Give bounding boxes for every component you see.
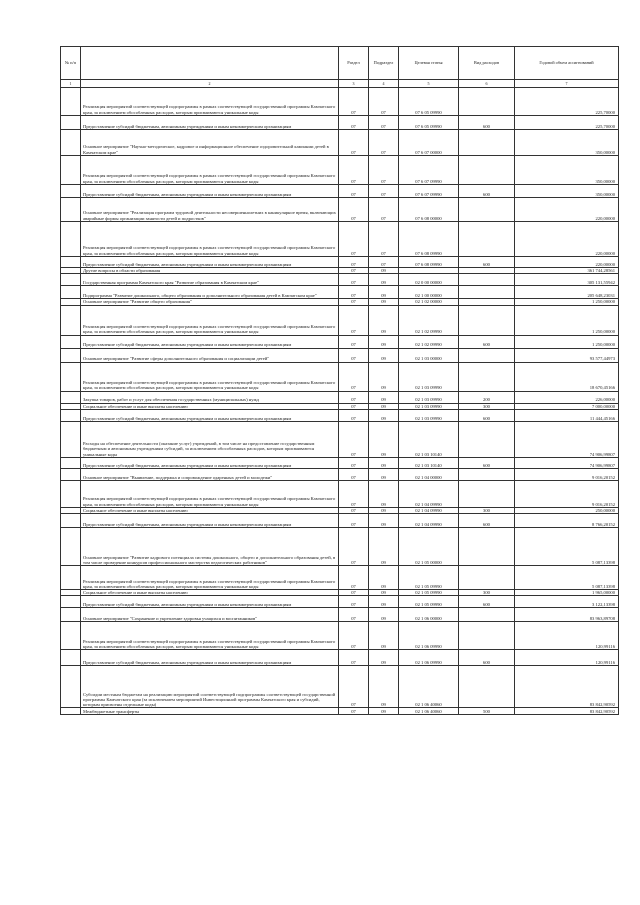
row-subsection: 09 <box>369 608 399 622</box>
row-name: Основное мероприятие "Реализация программ трудовой деятельности несовершеннолетних в каникулярное время, включающих аварийные формы организации занятости детей и подростков" <box>81 198 339 222</box>
row-subsection: 09 <box>369 528 399 566</box>
row-article: 02 1 04 09990 <box>399 507 459 513</box>
row-article: 02 1 04 09990 <box>399 514 459 528</box>
row-total: 7 000,00000 <box>515 403 619 409</box>
table-row <box>61 348 619 362</box>
row-article: 02 1 03 09990 <box>399 362 459 391</box>
row-section: 07 <box>339 391 369 403</box>
table-row <box>61 514 619 528</box>
table-row <box>61 362 619 391</box>
row-section: 07 <box>339 299 369 305</box>
row-expense-type <box>459 528 515 566</box>
row-section: 07 <box>339 116 369 130</box>
row-section: 07 <box>339 274 369 286</box>
row-total: 93 577,44973 <box>515 348 619 362</box>
row-name: Реализация мероприятий соответствующей подпрограммы в рамках соответствующей государственной программы Камчатского края, за исключением обособленных расходов, которым присваиваются уникальные коды <box>81 305 339 335</box>
table-row <box>61 88 619 116</box>
row-name: Реализация мероприятий соответствующей подпрограммы в рамках соответствующей государственной программы Камчатского края, за исключением обособленных расходов, которым присваиваются уникальные коды <box>81 222 339 257</box>
row-subsection: 09 <box>369 421 399 457</box>
row-total: 250,00000 <box>515 507 619 513</box>
row-total: 350,00000 <box>515 156 619 185</box>
row-name: Субсидии местным бюджетам на реализацию мероприятий соответствующей подпрограммы соответствующей государственной программы Камчатского края (за исключением мероприятий Инвестиционной программы Камчатского края и субсидий, которым присвоены отдельные коды) <box>81 666 339 708</box>
column-number: 1 <box>61 80 81 88</box>
row-number <box>61 274 81 286</box>
row-subsection: 09 <box>369 480 399 507</box>
row-number <box>61 622 81 650</box>
row-total: 350,00000 <box>515 130 619 156</box>
row-section: 07 <box>339 286 369 299</box>
row-name: Межбюджетные трансферты <box>81 708 339 715</box>
row-number <box>61 528 81 566</box>
row-section: 07 <box>339 305 369 335</box>
row-subsection: 07 <box>369 88 399 116</box>
row-article: 02 1 00 00000 <box>399 286 459 299</box>
row-expense-type <box>459 274 515 286</box>
row-expense-type: 600 <box>459 257 515 268</box>
table-body <box>61 88 619 715</box>
header-name <box>81 47 339 80</box>
row-section: 07 <box>339 507 369 513</box>
row-subsection: 09 <box>369 457 399 468</box>
row-section: 07 <box>339 666 369 708</box>
row-number <box>61 666 81 708</box>
row-article: 02 1 02 09990 <box>399 335 459 348</box>
row-subsection: 07 <box>369 116 399 130</box>
row-expense-type: 300 <box>459 403 515 409</box>
row-name: Основное мероприятие "Сохранение и укрепление здоровья учащихся и воспитанников" <box>81 608 339 622</box>
table-row <box>61 650 619 666</box>
row-section: 07 <box>339 708 369 715</box>
table-row <box>61 409 619 421</box>
row-total: 220,00000 <box>515 257 619 268</box>
row-number <box>61 348 81 362</box>
header-article: Целевая статья <box>399 47 459 80</box>
row-article: 02 1 06 09990 <box>399 622 459 650</box>
row-article: 02 1 03 00000 <box>399 348 459 362</box>
header-section: Раздел <box>339 47 369 80</box>
row-article: 07 6 07 09990 <box>399 156 459 185</box>
row-subsection: 07 <box>369 198 399 222</box>
row-article: 07 6 05 09990 <box>399 116 459 130</box>
row-section: 07 <box>339 528 369 566</box>
row-subsection: 09 <box>369 409 399 421</box>
table-row <box>61 391 619 403</box>
table-row <box>61 222 619 257</box>
table-row <box>61 596 619 608</box>
row-number <box>61 156 81 185</box>
row-article: 02 1 05 09990 <box>399 596 459 608</box>
row-section: 07 <box>339 566 369 590</box>
row-section: 07 <box>339 403 369 409</box>
row-number <box>61 185 81 198</box>
row-name: Предоставление субсидий бюджетным, автономным учреждениям и иным некоммерческим организациям <box>81 650 339 666</box>
row-total: 8 766,20152 <box>515 514 619 528</box>
row-total: 1 965,00000 <box>515 590 619 596</box>
header-expense-type: Вид расходов <box>459 47 515 80</box>
row-article: 02 1 04 00000 <box>399 468 459 480</box>
row-section: 07 <box>339 608 369 622</box>
row-expense-type <box>459 348 515 362</box>
row-total: 1 250,00000 <box>515 299 619 305</box>
row-subsection: 09 <box>369 590 399 596</box>
row-article: 02 1 02 00000 <box>399 299 459 305</box>
row-section: 07 <box>339 468 369 480</box>
table-row <box>61 116 619 130</box>
row-article: 02 1 06 40060 <box>399 666 459 708</box>
row-name: Подпрограмма "Развитие дошкольного, общего образования и дополнительного образования детей в Камчатском крае" <box>81 286 339 299</box>
row-total: 305 131,55942 <box>515 274 619 286</box>
row-total: 1 250,00000 <box>515 305 619 335</box>
row-article: 07 6 08 00000 <box>399 198 459 222</box>
table-row <box>61 421 619 457</box>
row-name: Основное мероприятие "Выявление, поддержка и сопровождение одаренных детей и молодежи" <box>81 468 339 480</box>
row-section: 07 <box>339 514 369 528</box>
table-row <box>61 480 619 507</box>
row-total: 83 963,89708 <box>515 608 619 622</box>
row-name: Реализация мероприятий соответствующей подпрограммы в рамках соответствующей государственной программы Камчатского края, за исключением обособленных расходов, которым присваиваются уникальные коды <box>81 362 339 391</box>
row-article: 02 1 05 00000 <box>399 528 459 566</box>
row-expense-type: 600 <box>459 514 515 528</box>
row-expense-type: 600 <box>459 650 515 666</box>
row-expense-type: 500 <box>459 708 515 715</box>
row-section: 07 <box>339 409 369 421</box>
row-subsection: 09 <box>369 666 399 708</box>
row-number <box>61 362 81 391</box>
row-article: 02 1 04 09990 <box>399 480 459 507</box>
row-total: 361 744,28561 <box>515 268 619 274</box>
row-name: Реализация мероприятий соответствующей подпрограммы в рамках соответствующей государственной программы Камчатского края, за исключением обособленных расходов, которым присваиваются уникальные коды <box>81 480 339 507</box>
row-name: Социальное обеспечение и иные выплаты населению <box>81 507 339 513</box>
row-total: 1 250,00000 <box>515 335 619 348</box>
row-subsection: 09 <box>369 335 399 348</box>
row-expense-type <box>459 468 515 480</box>
table-row <box>61 666 619 708</box>
row-article: 07 6 07 09990 <box>399 185 459 198</box>
row-total: 5 087,13398 <box>515 566 619 590</box>
row-subsection: 07 <box>369 222 399 257</box>
row-number <box>61 88 81 116</box>
budget-table-sheet <box>60 46 618 715</box>
row-name: Реализация мероприятий соответствующей подпрограммы в рамках соответствующей государственной программы Камчатского края, за исключением обособленных расходов, которым присваиваются уникальные коды <box>81 88 339 116</box>
row-subsection: 07 <box>369 185 399 198</box>
table-row <box>61 286 619 299</box>
table-row <box>61 608 619 622</box>
row-total: 83 842,90592 <box>515 708 619 715</box>
row-subsection: 09 <box>369 566 399 590</box>
row-expense-type <box>459 198 515 222</box>
row-section: 07 <box>339 257 369 268</box>
row-number <box>61 457 81 468</box>
row-name: Социальное обеспечение и иные выплаты населению <box>81 403 339 409</box>
table-row <box>61 566 619 590</box>
row-number <box>61 596 81 608</box>
row-article: 02 1 03 10140 <box>399 421 459 457</box>
table-row <box>61 305 619 335</box>
row-total: 9 016,20152 <box>515 468 619 480</box>
row-article: 02 1 03 09990 <box>399 403 459 409</box>
row-total: 220,00000 <box>515 222 619 257</box>
row-name: Предоставление субсидий бюджетным, автономным учреждениям и иным некоммерческим организациям <box>81 596 339 608</box>
row-expense-type <box>459 130 515 156</box>
row-article: 02 1 06 09990 <box>399 650 459 666</box>
row-name: Основное мероприятие "Развитие общего образования" <box>81 299 339 305</box>
row-article: 07 6 07 00000 <box>399 130 459 156</box>
column-number-row <box>61 80 619 88</box>
row-number <box>61 116 81 130</box>
row-article: 02 1 05 09990 <box>399 590 459 596</box>
row-section: 07 <box>339 335 369 348</box>
row-section: 07 <box>339 590 369 596</box>
row-number <box>61 566 81 590</box>
row-name: Предоставление субсидий бюджетным, автономным учреждениям и иным некоммерческим организациям <box>81 257 339 268</box>
row-article: 07 6 08 09990 <box>399 257 459 268</box>
table-row <box>61 457 619 468</box>
table-row <box>61 130 619 156</box>
row-subsection: 07 <box>369 257 399 268</box>
row-number <box>61 409 81 421</box>
row-section: 07 <box>339 185 369 198</box>
row-total: 11 444,45166 <box>515 409 619 421</box>
row-number <box>61 391 81 403</box>
row-number <box>61 198 81 222</box>
row-total: 225,70000 <box>515 116 619 130</box>
row-total: 205 648,23031 <box>515 286 619 299</box>
row-total: 5 087,13398 <box>515 528 619 566</box>
column-number: 5 <box>399 80 459 88</box>
column-number: 2 <box>81 80 339 88</box>
table-row <box>61 335 619 348</box>
table-row <box>61 528 619 566</box>
column-number: 6 <box>459 80 515 88</box>
row-expense-type <box>459 421 515 457</box>
column-number: 4 <box>369 80 399 88</box>
row-number <box>61 130 81 156</box>
row-number <box>61 335 81 348</box>
row-section: 07 <box>339 268 369 274</box>
row-subsection: 09 <box>369 274 399 286</box>
row-section: 07 <box>339 480 369 507</box>
row-expense-type <box>459 666 515 708</box>
row-number <box>61 608 81 622</box>
row-expense-type <box>459 286 515 299</box>
row-article: 02 0 00 00000 <box>399 274 459 286</box>
row-name: Предоставление субсидий бюджетным, автономным учреждениям и иным некоммерческим организациям <box>81 335 339 348</box>
row-subsection: 07 <box>369 156 399 185</box>
row-total: 9 016,20152 <box>515 480 619 507</box>
row-number <box>61 708 81 715</box>
row-number <box>61 305 81 335</box>
header-total: Годовой объем ассигнований <box>515 47 619 80</box>
row-expense-type: 300 <box>459 590 515 596</box>
header-subsection: Подраздел <box>369 47 399 80</box>
row-article: 07 6 05 09990 <box>399 88 459 116</box>
row-expense-type <box>459 305 515 335</box>
row-article: 02 1 03 10140 <box>399 457 459 468</box>
row-total: 74 906,99807 <box>515 421 619 457</box>
row-subsection: 09 <box>369 286 399 299</box>
row-name: Государственная программа Камчатского края "Развитие образования в Камчатском крае" <box>81 274 339 286</box>
row-article: 02 1 06 40060 <box>399 708 459 715</box>
row-subsection: 09 <box>369 305 399 335</box>
row-number <box>61 257 81 268</box>
row-name: Основное мероприятие "Развитие сферы дополнительного образования и социализации детей" <box>81 348 339 362</box>
table-row <box>61 185 619 198</box>
row-number <box>61 468 81 480</box>
row-total: 74 906,99807 <box>515 457 619 468</box>
row-section: 07 <box>339 421 369 457</box>
row-expense-type: 600 <box>459 185 515 198</box>
row-expense-type: 600 <box>459 457 515 468</box>
column-number: 3 <box>339 80 369 88</box>
row-name: Предоставление субсидий бюджетным, автономным учреждениям и иным некоммерческим организациям <box>81 185 339 198</box>
row-expense-type <box>459 566 515 590</box>
row-expense-type: 300 <box>459 507 515 513</box>
row-expense-type <box>459 88 515 116</box>
row-total: 3 122,13398 <box>515 596 619 608</box>
row-name: Социальное обеспечение и иные выплаты населению <box>81 590 339 596</box>
table-row <box>61 622 619 650</box>
row-article: 02 1 06 00000 <box>399 608 459 622</box>
row-expense-type: 600 <box>459 335 515 348</box>
row-total: 225,70000 <box>515 88 619 116</box>
row-subsection: 09 <box>369 708 399 715</box>
row-subsection: 09 <box>369 403 399 409</box>
row-section: 07 <box>339 348 369 362</box>
row-subsection: 09 <box>369 596 399 608</box>
column-number: 7 <box>515 80 619 88</box>
row-name: Реализация мероприятий соответствующей подпрограммы в рамках соответствующей государственной программы Камчатского края, за исключением обособленных расходов, которым присваиваются уникальные коды <box>81 622 339 650</box>
row-name: Предоставление субсидий бюджетным, автономным учреждениям и иным некоммерческим организациям <box>81 409 339 421</box>
row-total: 350,00000 <box>515 185 619 198</box>
table-row <box>61 708 619 715</box>
row-expense-type <box>459 480 515 507</box>
row-expense-type <box>459 608 515 622</box>
row-expense-type <box>459 156 515 185</box>
row-name: Реализация мероприятий соответствующей подпрограммы в рамках соответствующей государственной программы Камчатского края, за исключением обособленных расходов, которым присваиваются уникальные коды <box>81 566 339 590</box>
row-number <box>61 421 81 457</box>
row-article: 02 1 02 09990 <box>399 305 459 335</box>
row-number <box>61 480 81 507</box>
table-row <box>61 156 619 185</box>
row-subsection: 07 <box>369 130 399 156</box>
row-subsection: 09 <box>369 622 399 650</box>
row-section: 07 <box>339 156 369 185</box>
row-total: 120,99116 <box>515 650 619 666</box>
row-section: 07 <box>339 596 369 608</box>
row-subsection: 09 <box>369 268 399 274</box>
row-number <box>61 650 81 666</box>
row-total: 83 842,90592 <box>515 666 619 708</box>
row-total: 18 670,45166 <box>515 362 619 391</box>
row-number <box>61 286 81 299</box>
table-row <box>61 468 619 480</box>
row-name: Расходы на обеспечение деятельности (оказание услуг) учреждений, в том числе на предоставление государственным бюджетным и автономным учреждениям субсидий, за исключением обособленных расходов, которым присваиваются уникальные коды <box>81 421 339 457</box>
row-number <box>61 222 81 257</box>
row-name: Реализация мероприятий соответствующей подпрограммы в рамках соответствующей государственной программы Камчатского края, за исключением обособленных расходов, которым присваиваются уникальные коды <box>81 156 339 185</box>
row-subsection: 09 <box>369 362 399 391</box>
row-article: 02 1 05 09990 <box>399 566 459 590</box>
row-name: Предоставление субсидий бюджетным, автономным учреждениям и иным некоммерческим организациям <box>81 457 339 468</box>
row-section: 07 <box>339 457 369 468</box>
row-name: Закупка товаров, работ и услуг для обеспечения государственных (муниципальных) нужд <box>81 391 339 403</box>
row-subsection: 09 <box>369 468 399 480</box>
row-section: 07 <box>339 650 369 666</box>
row-section: 07 <box>339 88 369 116</box>
row-expense-type <box>459 222 515 257</box>
row-article: 02 1 03 09990 <box>399 391 459 403</box>
row-expense-type: 200 <box>459 391 515 403</box>
budget-table <box>60 46 619 715</box>
row-expense-type: 600 <box>459 409 515 421</box>
row-section: 07 <box>339 130 369 156</box>
table-row <box>61 274 619 286</box>
row-section: 07 <box>339 622 369 650</box>
row-subsection: 09 <box>369 650 399 666</box>
row-subsection: 09 <box>369 299 399 305</box>
row-article: 02 1 03 09990 <box>399 409 459 421</box>
row-name: Другие вопросы в области образования <box>81 268 339 274</box>
row-name: Предоставление субсидий бюджетным, автономным учреждениям и иным некоммерческим организациям <box>81 514 339 528</box>
row-section: 07 <box>339 198 369 222</box>
row-name: Основное мероприятие "Научно-методическое, кадровое и информационное обеспечение оздоровительной кампании детей в Камчатском крае" <box>81 130 339 156</box>
table-header-row <box>61 47 619 80</box>
row-total: 226,00000 <box>515 391 619 403</box>
row-name: Предоставление субсидий бюджетным, автономным учреждениям и иным некоммерческим организациям <box>81 116 339 130</box>
row-subsection: 09 <box>369 514 399 528</box>
row-expense-type: 600 <box>459 596 515 608</box>
table-row <box>61 198 619 222</box>
row-expense-type <box>459 622 515 650</box>
row-expense-type: 600 <box>459 116 515 130</box>
row-subsection: 09 <box>369 507 399 513</box>
row-article: 07 6 08 09990 <box>399 222 459 257</box>
row-number <box>61 514 81 528</box>
header-no: № п/п <box>61 47 81 80</box>
row-total: 120,99116 <box>515 622 619 650</box>
row-section: 07 <box>339 222 369 257</box>
table-row <box>61 257 619 268</box>
row-subsection: 09 <box>369 348 399 362</box>
row-subsection: 09 <box>369 391 399 403</box>
row-total: 220,00000 <box>515 198 619 222</box>
row-section: 07 <box>339 362 369 391</box>
row-expense-type <box>459 362 515 391</box>
row-name: Основное мероприятие "Развитие кадрового потенциала системы дошкольного, общего и дополнительного образования детей, в том числе проведение конкурсов профессионального мастерства педагогических работников" <box>81 528 339 566</box>
